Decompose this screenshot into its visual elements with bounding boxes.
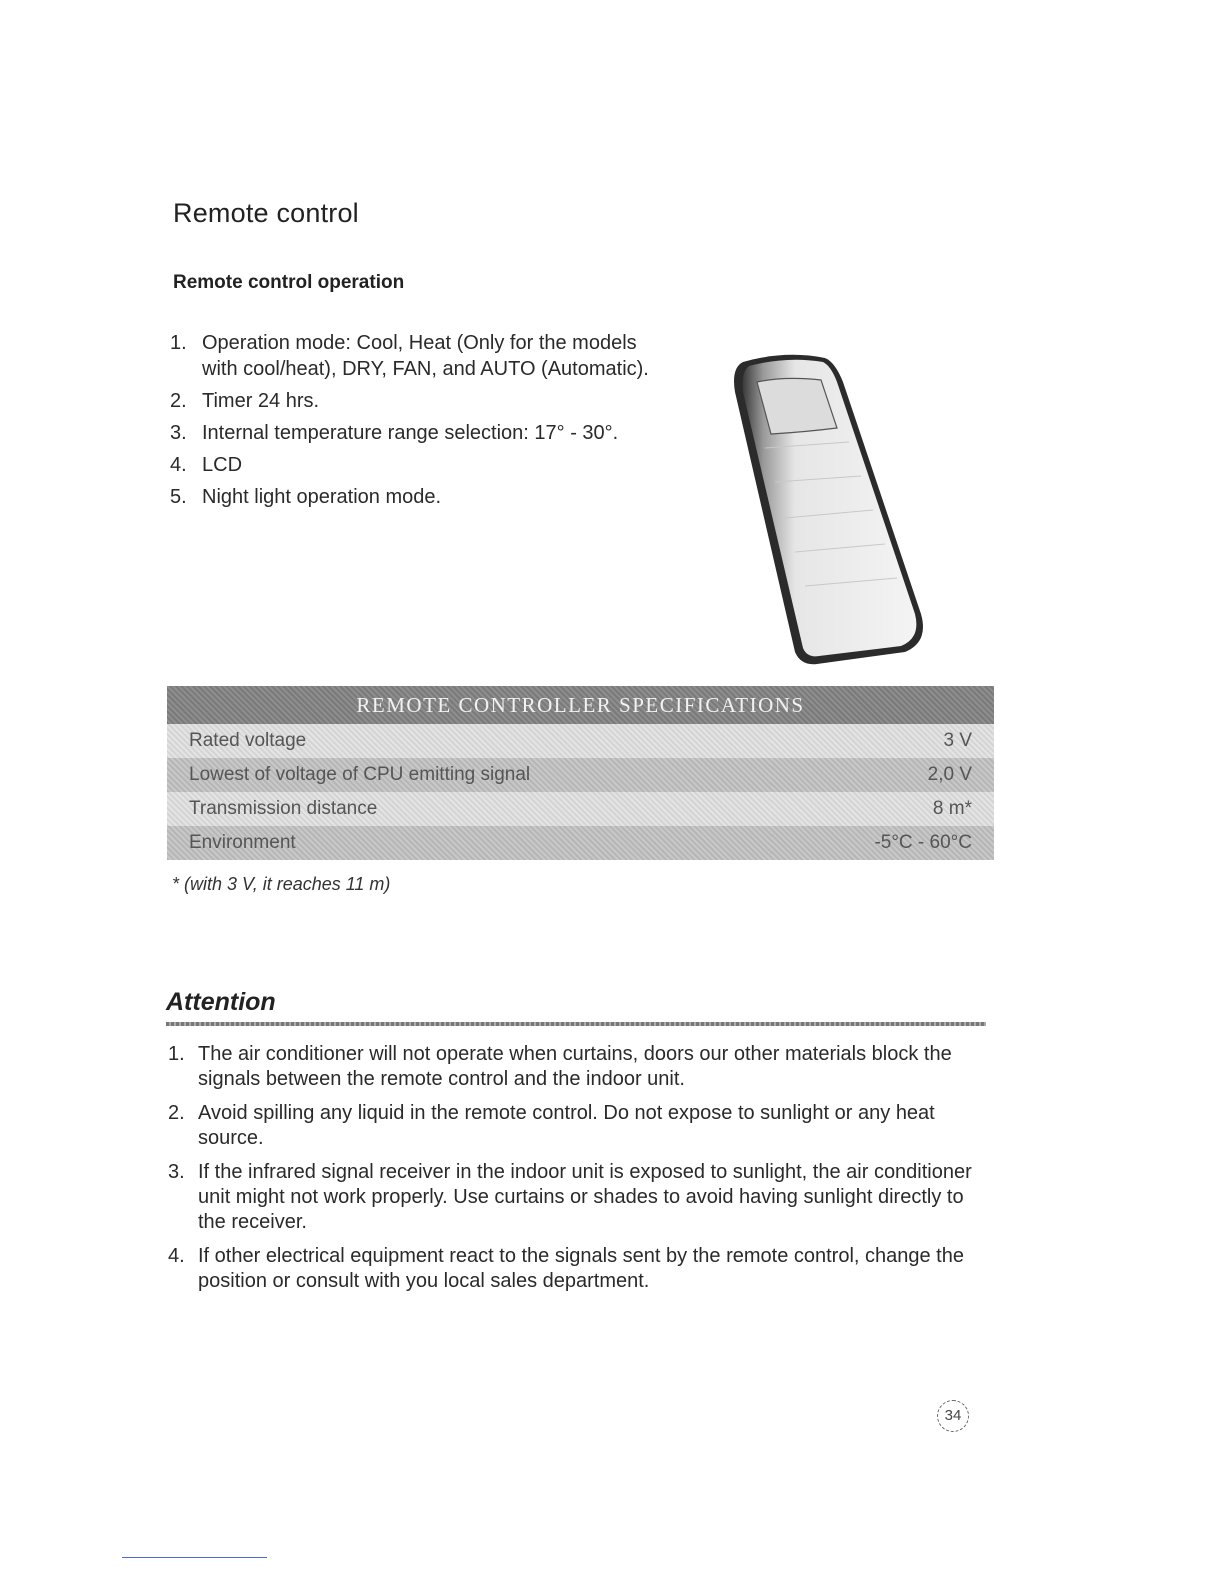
item-number: 5.: [170, 486, 187, 508]
item-text: Operation mode: Cool, Heat (Only for the models with cool/heat), DRY, FAN, and AUTO (Automatic).: [202, 332, 649, 380]
spec-table-header: REMOTE CONTROLLER SPECIFICATIONS: [167, 686, 994, 724]
attention-divider: [166, 1022, 986, 1026]
attention-title: Attention: [166, 988, 276, 1016]
table-row: [167, 758, 994, 792]
spec-footnote: * (with 3 V, it reaches 11 m): [172, 874, 391, 894]
item-text: If the infrared signal receiver in the indoor unit is exposed to sunlight, the air conditioner unit might not work properly. Use curtains or shades to avoid having sunlight directly to the receiver.: [198, 1161, 972, 1233]
table-row: [167, 724, 994, 758]
list-item: [168, 1244, 988, 1294]
item-number: 3.: [168, 1161, 185, 1183]
spec-table: [167, 686, 994, 860]
list-item: [170, 420, 650, 446]
table-row: [167, 826, 994, 860]
item-text: Avoid spilling any liquid in the remote control. Do not expose to sunlight or any heat source.: [198, 1102, 935, 1149]
item-number: 1.: [170, 332, 187, 354]
spec-value: 8 m*: [932, 798, 972, 819]
list-item: [170, 388, 650, 414]
attention-list: [168, 1042, 988, 1303]
table-row: [167, 792, 994, 826]
spec-label: Lowest of voltage of CPU emitting signal: [189, 764, 531, 785]
item-text: Internal temperature range selection: 17° - 30°.: [202, 422, 619, 444]
page-title: Remote control: [173, 198, 359, 229]
item-number: 3.: [170, 422, 187, 444]
item-number: 1.: [168, 1043, 185, 1065]
item-text: Night light operation mode.: [202, 486, 442, 508]
item-number: 4.: [168, 1245, 185, 1267]
spec-value: 3 V: [943, 730, 972, 751]
list-item: [168, 1101, 988, 1151]
spec-label: Environment: [189, 832, 296, 853]
page-number: 34: [937, 1400, 969, 1432]
bottom-divider: [122, 1557, 267, 1558]
item-text: LCD: [202, 454, 243, 476]
spec-value: -5°C - 60°C: [874, 832, 972, 853]
item-number: 4.: [170, 454, 187, 476]
item-number: 2.: [168, 1102, 185, 1124]
item-text: Timer 24 hrs.: [202, 390, 320, 412]
remote-control-illustration: [725, 352, 935, 672]
spec-label: Transmission distance: [189, 798, 378, 819]
item-number: 2.: [170, 390, 187, 412]
item-text: The air conditioner will not operate when curtains, doors our other materials block the signals between the remote control and the indoor unit.: [198, 1043, 952, 1090]
list-item: [168, 1160, 988, 1235]
section-title: Remote control operation: [173, 271, 405, 293]
list-item: [170, 330, 650, 382]
list-item: [170, 452, 650, 478]
list-item: [168, 1042, 988, 1092]
feature-list: [170, 330, 650, 516]
spec-value: 2,0 V: [927, 764, 972, 785]
list-item: [170, 484, 650, 510]
spec-label: Rated voltage: [189, 730, 307, 751]
item-text: If other electrical equipment react to the signals sent by the remote control, change the position or consult with you local sales department.: [198, 1245, 964, 1292]
